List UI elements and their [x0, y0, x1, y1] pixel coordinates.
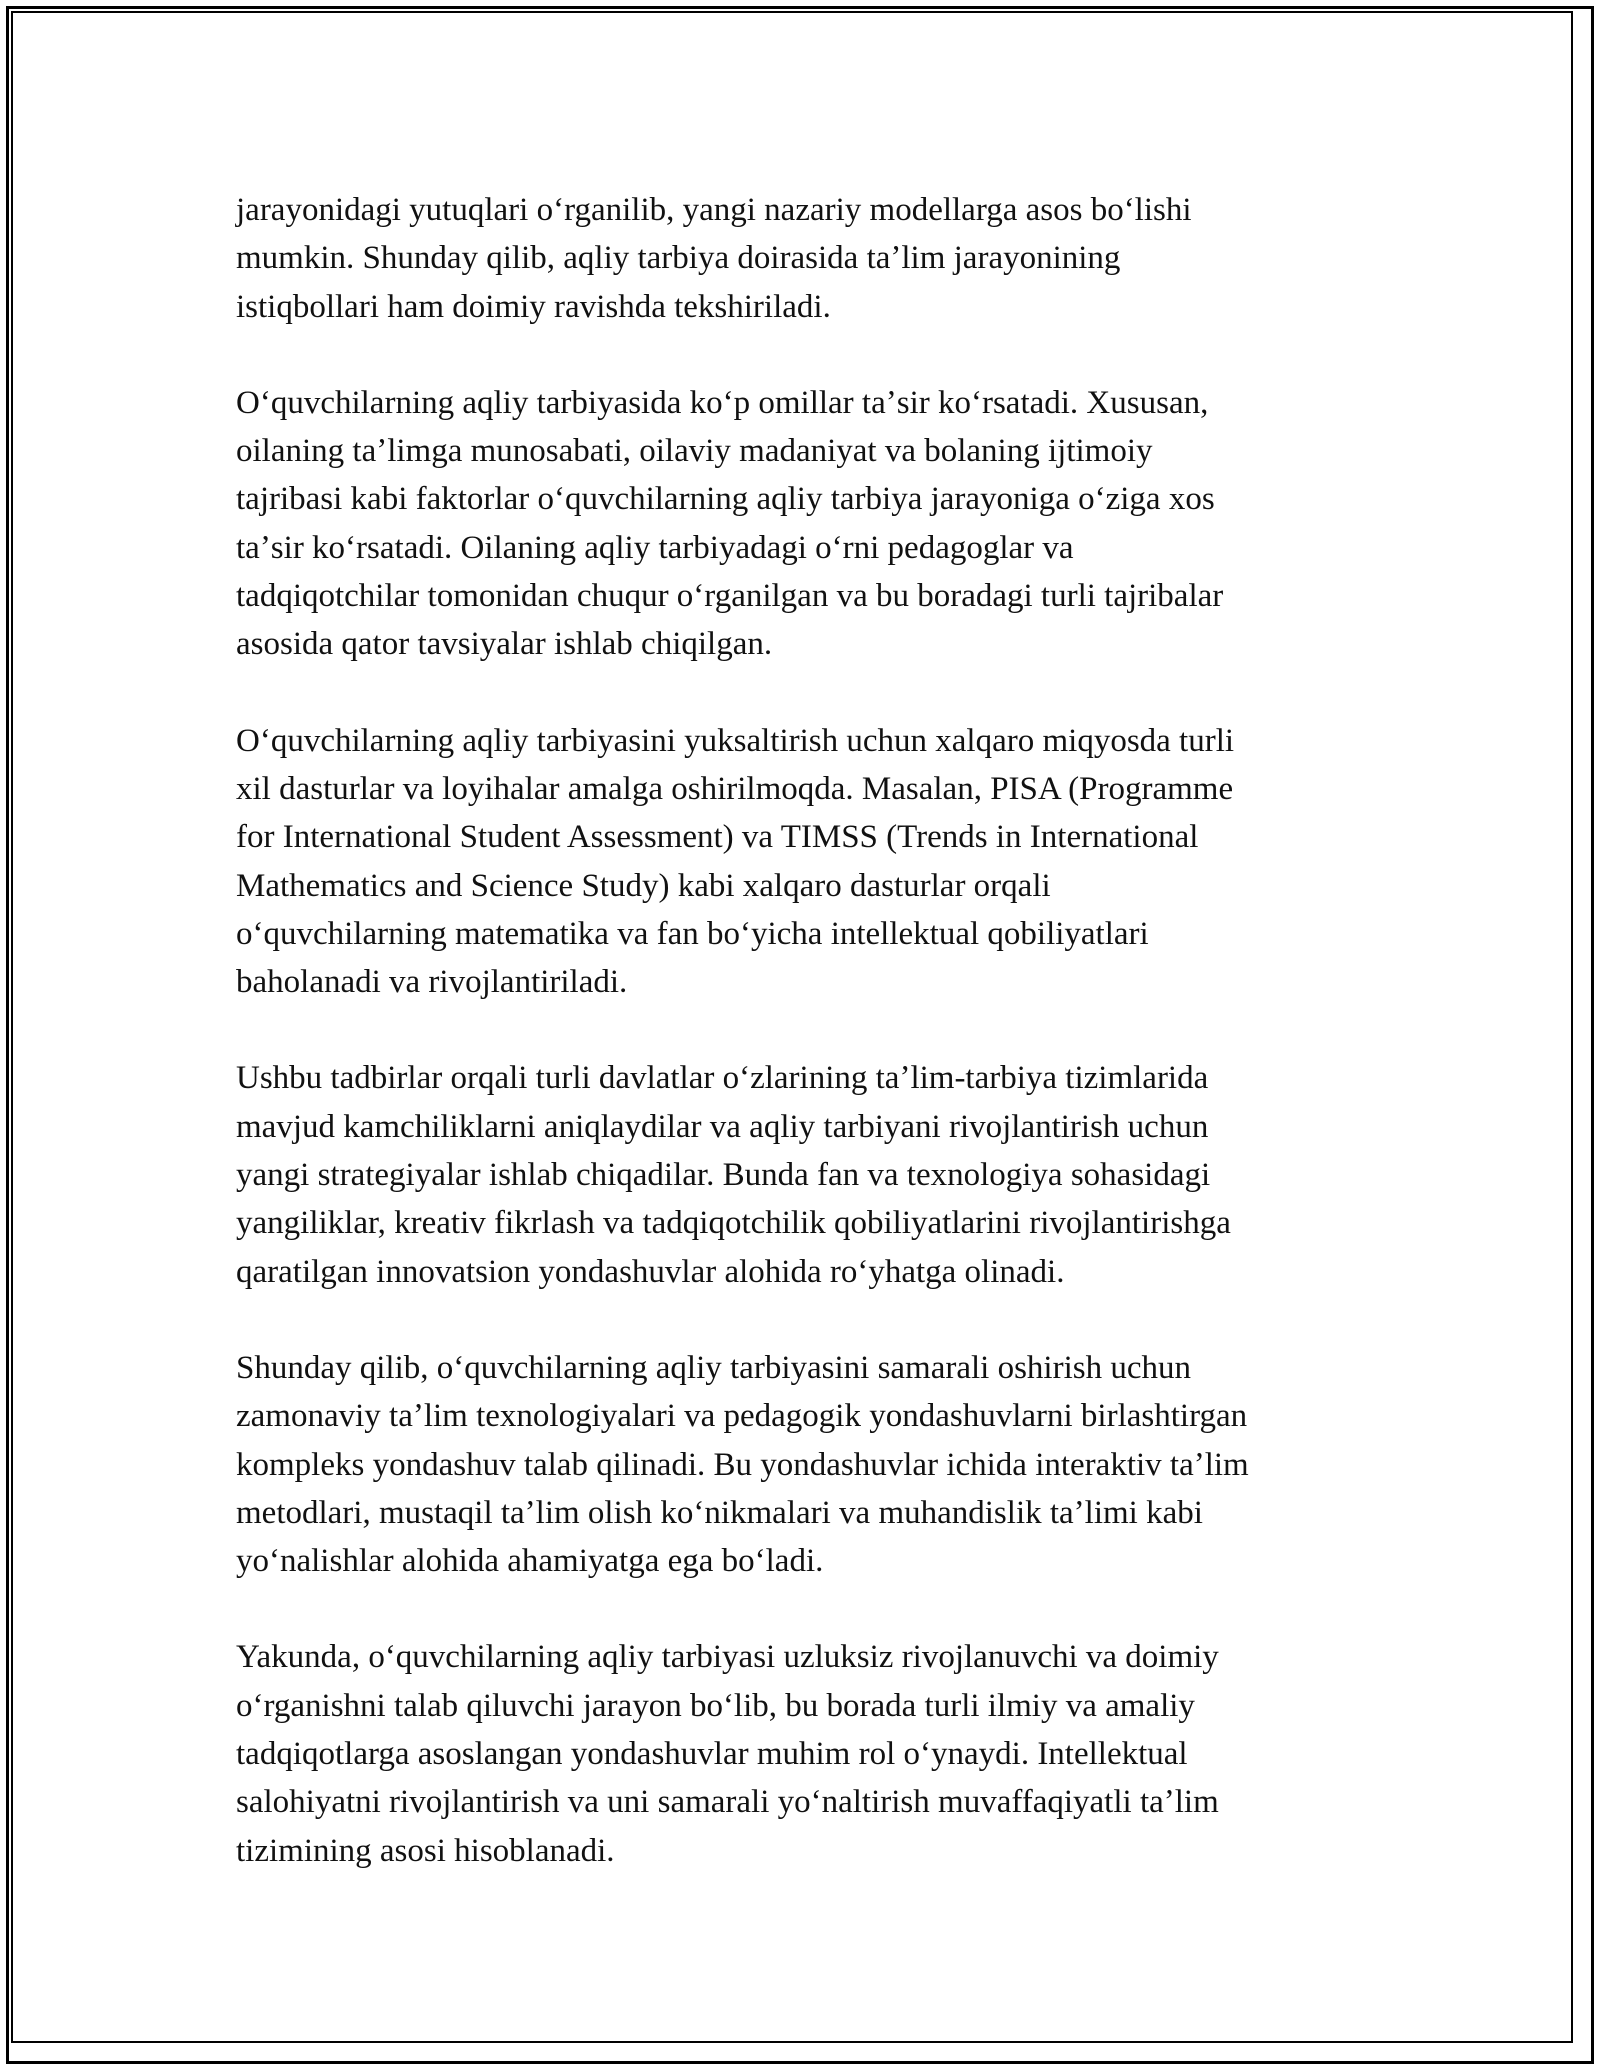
text-line: oʻquvchilarning matematika va fan boʻyicha intellektual qobiliyatlari	[236, 915, 1149, 952]
document-body	[236, 186, 1376, 1923]
text-line: istiqbollari ham doimiy ravishda tekshiriladi.	[236, 288, 831, 325]
paragraph-2	[236, 379, 1376, 669]
text-line: tadqiqotchilar tomonidan chuqur oʻrganilgan va bu boradagi turli tajribalar	[236, 578, 1224, 615]
text-line: tizimining asosi hisoblanadi.	[236, 1832, 615, 1869]
text-line: asosida qator tavsiyalar ishlab chiqilgan.	[236, 626, 773, 663]
text-line: Oʻquvchilarning aqliy tarbiyasida koʻp omillar taʼsir koʻrsatadi. Xususan,	[236, 384, 1209, 421]
paragraph-5	[236, 1344, 1376, 1585]
paragraph-4	[236, 1054, 1376, 1295]
text-line: Ushbu tadbirlar orqali turli davlatlar oʻzlarining taʼlim-tarbiya tizimlarida	[236, 1060, 1209, 1097]
text-line: metodlari, mustaqil taʼlim olish koʻnikmalari va muhandislik taʼlimi kabi	[236, 1494, 1203, 1531]
text-line: Shunday qilib, oʻquvchilarning aqliy tarbiyasini samarali oshirish uchun	[236, 1349, 1192, 1386]
text-line: Yakunda, oʻquvchilarning aqliy tarbiyasi uzluksiz rivojlanuvchi va doimiy	[236, 1639, 1219, 1676]
text-line: mumkin. Shunday qilib, aqliy tarbiya doirasida taʼlim jarayonining	[236, 240, 1121, 277]
text-line: Mathematics and Science Study) kabi xalqaro dasturlar orqali	[236, 867, 1051, 904]
text-line: tadqiqotlarga asoslangan yondashuvlar muhim rol oʻynaydi. Intellektual	[236, 1736, 1188, 1773]
text-line: mavjud kamchiliklarni aniqlaydilar va aqliy tarbiyani rivojlantirish uchun	[236, 1108, 1209, 1145]
text-line: xil dasturlar va loyihalar amalga oshirilmoqda. Masalan, PISA (Programme	[236, 770, 1234, 807]
text-line: zamonaviy taʼlim texnologiyalari va pedagogik yondashuvlarni birlashtirgan	[236, 1398, 1248, 1435]
text-line: yoʻnalishlar alohida ahamiyatga ega boʻladi.	[236, 1543, 824, 1580]
paragraph-6	[236, 1633, 1376, 1874]
text-line: yangiliklar, kreativ fikrlash va tadqiqotchilik qobiliyatlarini rivojlantirishga	[236, 1205, 1231, 1242]
text-line: oʻrganishni talab qiluvchi jarayon boʻlib, bu borada turli ilmiy va amaliy	[236, 1687, 1195, 1724]
text-line: qaratilgan innovatsion yondashuvlar alohida roʻyhatga olinadi.	[236, 1253, 1065, 1290]
text-line: for International Student Assessment) va TIMSS (Trends in International	[236, 819, 1199, 856]
text-line: oilaning taʼlimga munosabati, oilaviy madaniyat va bolaning ijtimoiy	[236, 433, 1153, 470]
paragraph-1	[236, 186, 1376, 331]
text-line: tajribasi kabi faktorlar oʻquvchilarning aqliy tarbiya jarayoniga oʻziga xos	[236, 481, 1215, 518]
paragraph-3	[236, 717, 1376, 1007]
text-line: baholanadi va rivojlantiriladi.	[236, 964, 628, 1001]
text-line: taʼsir koʻrsatadi. Oilaning aqliy tarbiyadagi oʻrni pedagoglar va	[236, 529, 1074, 566]
text-line: jarayonidagi yutuqlari oʻrganilib, yangi nazariy modellarga asos boʻlishi	[236, 192, 1192, 228]
text-line: salohiyatni rivojlantirish va uni samarali yoʻnaltirish muvaffaqiyatli taʼlim	[236, 1784, 1219, 1821]
text-line: yangi strategiyalar ishlab chiqadilar. Bunda fan va texnologiya sohasidagi	[236, 1157, 1211, 1194]
text-line: Oʻquvchilarning aqliy tarbiyasini yuksaltirish uchun xalqaro miqyosda turli	[236, 722, 1235, 759]
text-line: kompleks yondashuv talab qilinadi. Bu yondashuvlar ichida interaktiv taʼlim	[236, 1446, 1249, 1483]
